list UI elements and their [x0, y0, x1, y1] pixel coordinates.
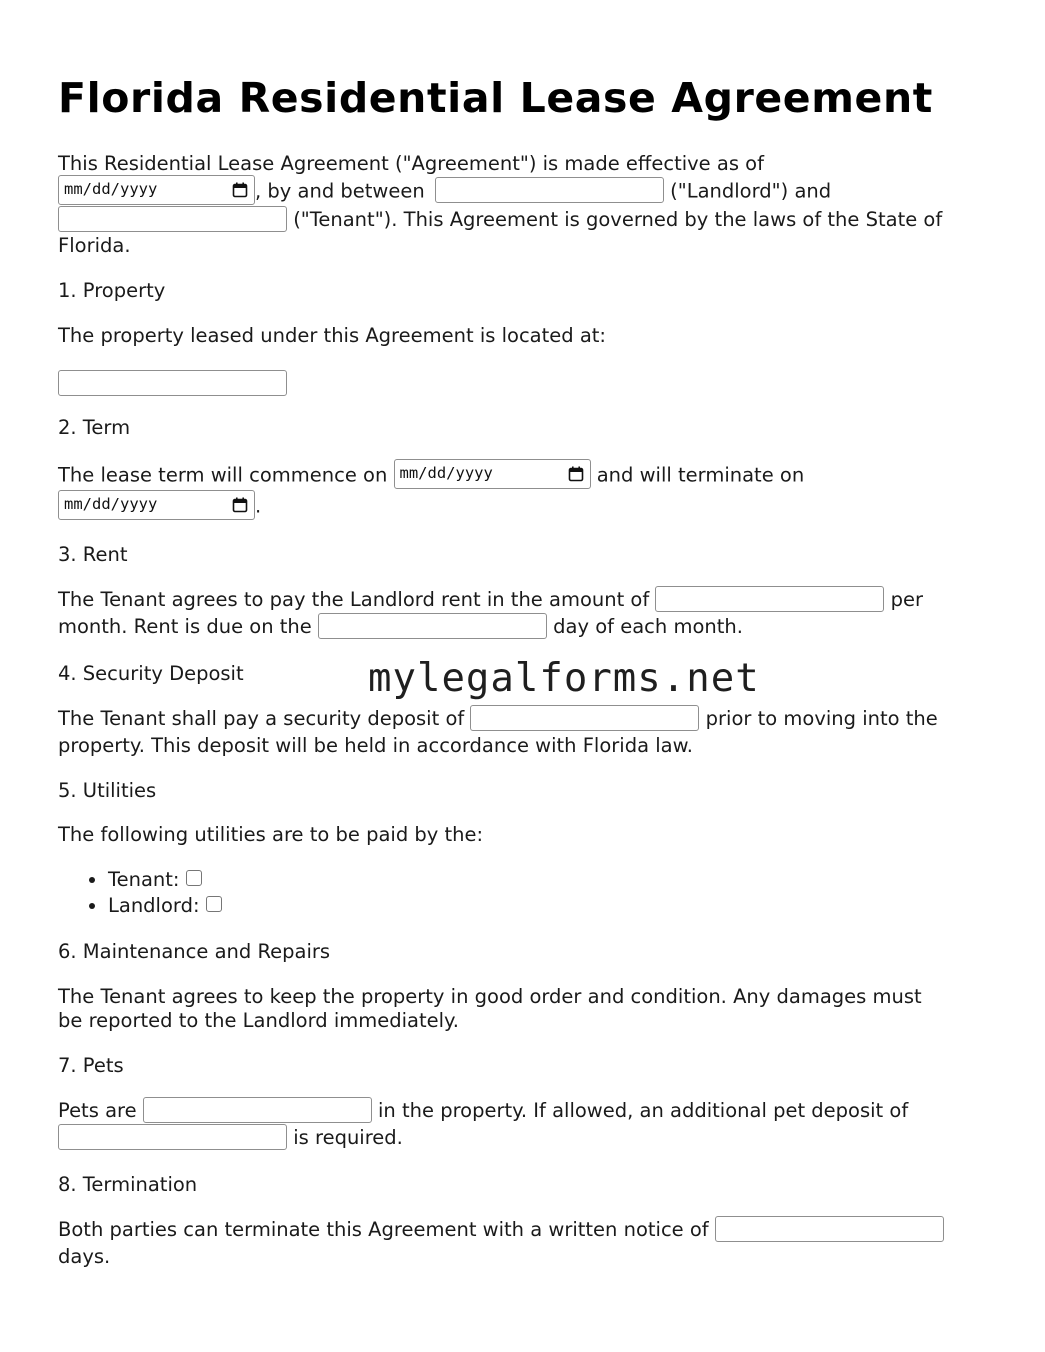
utility-tenant-label: Tenant:: [108, 868, 180, 891]
intro-line-4: [58, 232, 131, 259]
maintenance-heading: 6. Maintenance and Repairs: [58, 940, 331, 963]
effective-date-input[interactable]: [58, 175, 255, 205]
deposit-text-1: The Tenant shall pay a security deposit of: [58, 707, 465, 730]
pets-line-2: [58, 1124, 403, 1152]
term-text-3: .: [255, 494, 262, 518]
intro-text-1: This Residential Lease Agreement ("Agreement") is made effective as of: [58, 152, 764, 175]
termination-heading: 8. Termination: [58, 1173, 198, 1196]
list-item: [108, 893, 222, 919]
utility-landlord-checkbox[interactable]: [206, 896, 222, 912]
start-date-input[interactable]: [394, 459, 591, 489]
intro-text-3: ("Landlord") and: [670, 179, 832, 203]
term-heading: 2. Term: [58, 416, 131, 439]
intro-text-2: , by and between: [255, 179, 425, 203]
end-date-input[interactable]: [58, 490, 255, 520]
deposit-text-2: prior to moving into the: [705, 707, 938, 730]
utilities-list: [58, 867, 222, 919]
pet-deposit-input[interactable]: [58, 1124, 287, 1150]
maintenance-line-2: be reported to the Landlord immediately.: [58, 1009, 459, 1032]
landlord-name-input[interactable]: [435, 177, 664, 203]
utility-landlord-label: Landlord:: [108, 894, 200, 917]
rent-amount-input[interactable]: [655, 586, 884, 612]
calendar-icon[interactable]: [232, 497, 248, 513]
rent-text-4: day of each month.: [553, 615, 743, 638]
pets-line-1: [58, 1097, 908, 1125]
pets-text-1: Pets are: [58, 1099, 137, 1122]
deposit-line-2: [58, 732, 693, 759]
maintenance-line-1: The Tenant agrees to keep the property in good order and condition. Any damages must: [58, 985, 922, 1008]
intro-text-5: Florida.: [58, 234, 131, 257]
property-heading: 1. Property: [58, 279, 166, 302]
calendar-icon[interactable]: [232, 182, 248, 198]
term-text-2: and will terminate on: [596, 463, 805, 487]
end-date-placeholder: mm/dd/yyyy: [64, 495, 158, 513]
page-title: Florida Residential Lease Agreement: [58, 74, 933, 122]
term-line-1: [58, 461, 804, 491]
pets-allowed-input[interactable]: [143, 1097, 372, 1123]
intro-text-4: ("Tenant"). This Agreement is governed by the laws of the State of: [293, 208, 943, 231]
security-deposit-input[interactable]: [470, 705, 699, 731]
intro-line-2: [58, 177, 831, 207]
term-text-1: The lease term will commence on: [58, 463, 388, 487]
pets-text-3: is required.: [293, 1126, 403, 1149]
rent-due-day-input[interactable]: [318, 613, 547, 639]
watermark: mylegalforms.net: [368, 656, 760, 701]
property-line: [58, 370, 287, 398]
rent-heading: 3. Rent: [58, 543, 128, 566]
tenant-name-input[interactable]: [58, 206, 287, 232]
termination-text-2: days.: [58, 1245, 111, 1268]
rent-text-2: per: [890, 588, 924, 611]
utilities-heading: 5. Utilities: [58, 779, 157, 802]
deposit-heading: 4. Security Deposit: [58, 662, 244, 685]
start-date-placeholder: mm/dd/yyyy: [399, 464, 493, 482]
deposit-text-3: property. This deposit will be held in accordance with Florida law.: [58, 734, 693, 757]
utilities-text: The following utilities are to be paid by the:: [58, 823, 484, 846]
utility-tenant-checkbox[interactable]: [186, 870, 202, 886]
list-item: [108, 867, 222, 893]
termination-line-1: [58, 1216, 944, 1244]
pets-heading: 7. Pets: [58, 1054, 124, 1077]
rent-text-3: month. Rent is due on the: [58, 615, 312, 638]
rent-text-1: The Tenant agrees to pay the Landlord rent in the amount of: [58, 588, 650, 611]
rent-line-1: [58, 586, 923, 614]
property-address-input[interactable]: [58, 370, 287, 396]
pets-text-2: in the property. If allowed, an additional pet deposit of: [378, 1099, 909, 1122]
intro-line-1: [58, 150, 764, 177]
calendar-icon[interactable]: [568, 466, 584, 482]
term-line-2: [58, 492, 261, 522]
property-text: The property leased under this Agreement is located at:: [58, 324, 606, 347]
notice-days-input[interactable]: [715, 1216, 944, 1242]
effective-date-placeholder: mm/dd/yyyy: [64, 180, 158, 198]
deposit-line-1: [58, 705, 938, 733]
intro-line-3: [58, 206, 942, 234]
termination-line-2: [58, 1243, 110, 1270]
rent-line-2: [58, 613, 743, 641]
termination-text-1: Both parties can terminate this Agreement with a written notice of: [58, 1218, 709, 1241]
